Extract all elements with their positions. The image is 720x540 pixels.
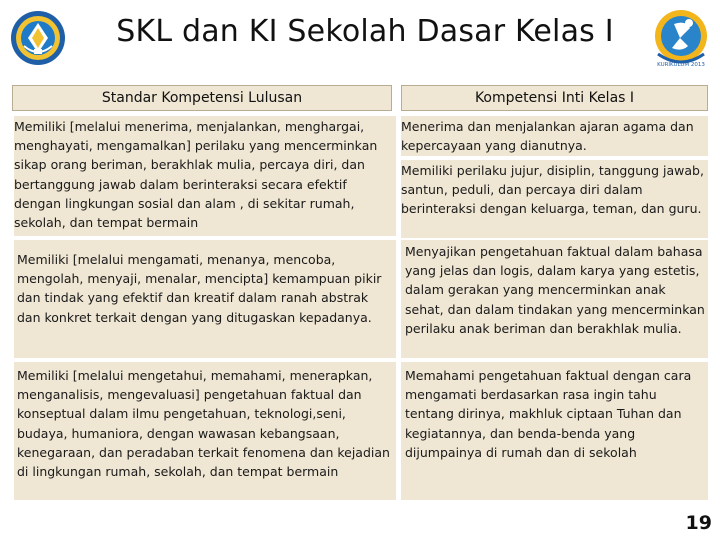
page-title: SKL dan KI Sekolah Dasar Kelas I <box>116 14 614 49</box>
column-header-skl: Standar Kompetensi Lulusan <box>12 85 392 111</box>
skl-cell-row-3 <box>14 362 396 500</box>
ki-cell-row-1a <box>401 116 708 156</box>
skl-cell-row-1 <box>14 116 396 236</box>
column-header-ki: Kompetensi Inti Kelas I <box>401 85 708 111</box>
page-number: 19 <box>685 512 712 534</box>
ki-text: Menyajikan pengetahuan faktual dalam bahasa yang jelas dan logis, dalam karya yang estetis, dalam gerakan yang mencerminkan anak sehat, dan dalam tindakan yang mencerminkan perilaku anak beriman dan berakhlak mulia. <box>405 244 705 336</box>
skl-text: Memiliki [melalui mengamati, menanya, mencoba, mengolah, menyaji, menalar, mencipta] kemampuan pikir dan tindak yang efektif dan kreatif dalam ranah abstrak dan konkret terkait dengan yang ditugaskan kepadanya. <box>17 252 382 325</box>
skl-text: Memiliki [melalui mengetahui, memahami, menerapkan, menganalisis, mengevaluasi] pengetahuan faktual dan konseptual dalam ilmu pengetahuan, teknologi,seni, budaya, humaniora, dengan wawasan kebangsaan, kenegaraan, dan peradaban terkait fenomena dan kejadian di lingkungan rumah, sekolah, dan tempat bermain <box>17 368 390 480</box>
skl-text: Memiliki [melalui menerima, menjalankan, menghargai, menghayati, mengamalkan] perilaku yang mencerminkan sikap orang beriman, berakhlak mulia, percaya diri, dan bertanggung jawab dalam berinteraksi secara efektif dengan lingkungan sosial dan alam , di sekitar rumah, sekolah, dan tempat bermain <box>14 119 378 231</box>
ki-text: Memiliki perilaku jujur, disiplin, tanggung jawab, santun, peduli, dan percaya diri dalam berinteraksi dengan keluarga, teman, dan guru. <box>401 163 704 217</box>
ki-text: Memahami pengetahuan faktual dengan cara mengamati berdasarkan rasa ingin tahu tentang dirinya, makhluk ciptaan Tuhan dan kegiatannya, dan benda-benda yang dijumpainya di rumah dan di sekolah <box>405 368 692 460</box>
ki-cell-row-3 <box>401 362 708 500</box>
ki-text: Menerima dan menjalankan ajaran agama dan kepercayaan yang dianutnya. <box>401 119 694 154</box>
skl-cell-row-2 <box>14 240 396 358</box>
tut-wuri-handayani-emblem-icon <box>10 10 66 66</box>
svg-text:KURIKULUM 2013: KURIKULUM 2013 <box>657 62 705 68</box>
ki-cell-row-2 <box>401 240 708 358</box>
ki-cell-row-1b <box>401 160 708 238</box>
kurikulum-2013-logo-icon <box>652 8 710 68</box>
